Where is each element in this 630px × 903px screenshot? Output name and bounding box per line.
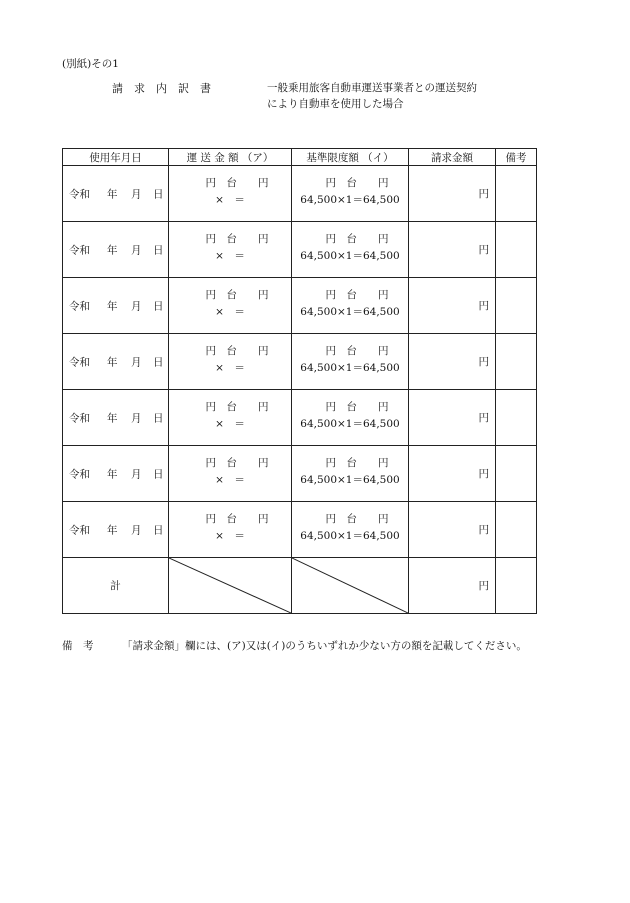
column-header-remarks: 備考 [496, 149, 537, 166]
fare-units-label: 円 台 円 [205, 289, 269, 301]
usage-date-cell[interactable] [63, 334, 169, 390]
claim-yen-unit: 円 [478, 300, 489, 312]
fare-formula: × ＝ [215, 194, 245, 206]
table-row [63, 278, 537, 334]
fare-formula: × ＝ [215, 250, 245, 262]
table-row [63, 446, 537, 502]
claim-yen-unit: 円 [478, 244, 489, 256]
table-row [63, 502, 537, 558]
limit-formula: 64,500×1＝64,500 [300, 474, 400, 486]
limit-units-label: 円 台 円 [325, 345, 389, 357]
column-header-usage-date: 使用年月日 [63, 149, 169, 166]
year-label: 年 [107, 244, 118, 256]
limit-total-void-cell [292, 558, 409, 614]
standard-limit-cell [292, 166, 409, 222]
usage-date-cell[interactable] [63, 278, 169, 334]
usage-date-cell[interactable] [63, 390, 169, 446]
claim-yen-unit: 円 [478, 468, 489, 480]
remarks-cell[interactable] [496, 222, 537, 278]
fare-amount-cell[interactable] [169, 334, 292, 390]
month-label: 月 [131, 300, 142, 312]
limit-formula: 64,500×1＝64,500 [300, 194, 400, 206]
claim-total-yen-unit: 円 [478, 580, 489, 592]
column-header-claim-amount: 請求金額 [409, 149, 496, 166]
total-label: 計 [63, 558, 169, 614]
claim-amount-cell[interactable] [409, 446, 496, 502]
limit-formula: 64,500×1＝64,500 [300, 250, 400, 262]
era-label: 令和 [69, 356, 90, 368]
limit-units-label: 円 台 円 [325, 513, 389, 525]
attachment-label: (別紙)その1 [62, 58, 119, 70]
year-label: 年 [107, 188, 118, 200]
era-label: 令和 [69, 524, 90, 536]
claim-amount-cell[interactable] [409, 334, 496, 390]
standard-limit-cell [292, 446, 409, 502]
claim-yen-unit: 円 [478, 412, 489, 424]
table-row [63, 222, 537, 278]
day-label: 日 [153, 188, 164, 200]
day-label: 日 [153, 468, 164, 480]
day-label: 日 [153, 412, 164, 424]
usage-date-cell[interactable] [63, 502, 169, 558]
year-label: 年 [107, 412, 118, 424]
remarks-cell[interactable] [496, 334, 537, 390]
remarks-cell[interactable] [496, 166, 537, 222]
fare-formula: × ＝ [215, 418, 245, 430]
fare-units-label: 円 台 円 [205, 177, 269, 189]
month-label: 月 [131, 412, 142, 424]
month-label: 月 [131, 524, 142, 536]
claim-amount-cell[interactable] [409, 502, 496, 558]
remarks-cell[interactable] [496, 502, 537, 558]
fare-units-label: 円 台 円 [205, 457, 269, 469]
month-label: 月 [131, 244, 142, 256]
month-label: 月 [131, 188, 142, 200]
fare-formula: × ＝ [215, 530, 245, 542]
document-subtitle-line1: 一般乗用旅客自動車運送事業者との運送契約 [267, 82, 477, 94]
document-subtitle-line2: により自動車を使用した場合 [267, 98, 404, 110]
limit-units-label: 円 台 円 [325, 289, 389, 301]
month-label: 月 [131, 356, 142, 368]
remarks-cell[interactable] [496, 446, 537, 502]
fare-total-void-cell [169, 558, 292, 614]
remarks-total-cell[interactable] [496, 558, 537, 614]
table-row [63, 390, 537, 446]
era-label: 令和 [69, 468, 90, 480]
claim-amount-cell[interactable] [409, 166, 496, 222]
fare-units-label: 円 台 円 [205, 233, 269, 245]
fare-amount-cell[interactable] [169, 166, 292, 222]
day-label: 日 [153, 244, 164, 256]
standard-limit-cell [292, 278, 409, 334]
year-label: 年 [107, 300, 118, 312]
claim-amount-cell[interactable] [409, 222, 496, 278]
limit-formula: 64,500×1＝64,500 [300, 306, 400, 318]
note-text: 「請求金額」欄には、(ア)又は(イ)のうちいずれか少ない方の額を記載してください。 [122, 640, 527, 652]
claim-amount-cell[interactable] [409, 390, 496, 446]
table-header-row [63, 149, 537, 166]
usage-date-cell[interactable] [63, 222, 169, 278]
era-label: 令和 [69, 188, 90, 200]
fare-amount-cell[interactable] [169, 446, 292, 502]
column-header-fare-amount: 運 送 金 額 （ア） [169, 149, 292, 166]
day-label: 日 [153, 300, 164, 312]
fare-units-label: 円 台 円 [205, 345, 269, 357]
limit-units-label: 円 台 円 [325, 177, 389, 189]
day-label: 日 [153, 356, 164, 368]
fare-amount-cell[interactable] [169, 502, 292, 558]
table-row [63, 166, 537, 222]
claim-breakdown-table [62, 148, 537, 614]
limit-formula: 64,500×1＝64,500 [300, 418, 400, 430]
claim-amount-cell[interactable] [409, 278, 496, 334]
standard-limit-cell [292, 222, 409, 278]
era-label: 令和 [69, 412, 90, 424]
fare-formula: × ＝ [215, 362, 245, 374]
fare-units-label: 円 台 円 [205, 513, 269, 525]
usage-date-cell[interactable] [63, 446, 169, 502]
total-row [63, 558, 537, 614]
limit-units-label: 円 台 円 [325, 457, 389, 469]
document-title: 請 求 内 訳 書 [112, 82, 211, 95]
table-row [63, 334, 537, 390]
standard-limit-cell [292, 502, 409, 558]
fare-formula: × ＝ [215, 474, 245, 486]
fare-amount-cell[interactable] [169, 222, 292, 278]
claim-total-cell[interactable] [409, 558, 496, 614]
column-header-standard-limit: 基準限度額 （イ） [292, 149, 409, 166]
usage-date-cell[interactable] [63, 166, 169, 222]
fare-formula: × ＝ [215, 306, 245, 318]
limit-formula: 64,500×1＝64,500 [300, 362, 400, 374]
month-label: 月 [131, 468, 142, 480]
claim-yen-unit: 円 [478, 188, 489, 200]
fare-units-label: 円 台 円 [205, 401, 269, 413]
era-label: 令和 [69, 300, 90, 312]
remarks-cell[interactable] [496, 390, 537, 446]
claim-yen-unit: 円 [478, 524, 489, 536]
standard-limit-cell [292, 390, 409, 446]
limit-units-label: 円 台 円 [325, 233, 389, 245]
limit-units-label: 円 台 円 [325, 401, 389, 413]
fare-amount-cell[interactable] [169, 390, 292, 446]
remarks-cell[interactable] [496, 278, 537, 334]
year-label: 年 [107, 524, 118, 536]
year-label: 年 [107, 356, 118, 368]
fare-amount-cell[interactable] [169, 278, 292, 334]
year-label: 年 [107, 468, 118, 480]
claim-yen-unit: 円 [478, 356, 489, 368]
era-label: 令和 [69, 244, 90, 256]
limit-formula: 64,500×1＝64,500 [300, 530, 400, 542]
standard-limit-cell [292, 334, 409, 390]
day-label: 日 [153, 524, 164, 536]
note-label: 備 考 [62, 640, 94, 652]
